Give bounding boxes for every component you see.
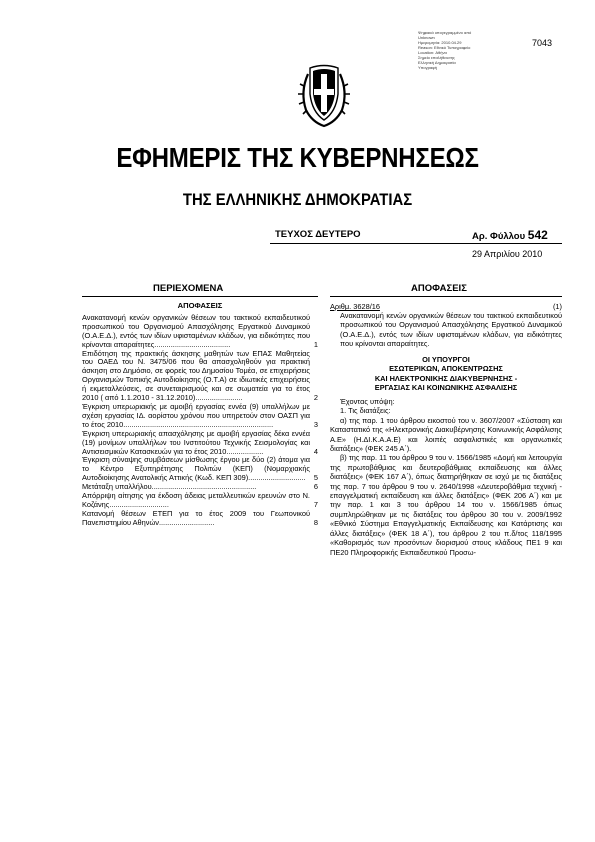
toc-entry-text: Απόρριψη αίτησης για έκδοση άδειας μεταλλευτικών ερευνών στο Ν. Κοζάνης............................. [82, 491, 310, 509]
toc-entry-text: Μετάταξη υπαλλήλου................................................... [82, 482, 257, 492]
issue-date: 29 Απριλίου 2010 [472, 249, 543, 259]
contents-rule [82, 296, 318, 297]
signature-line: Ημερομηνία: 2010.04.29 [418, 40, 462, 45]
toc-entry-text: Έγκριση υπερωριακής απασχόλησης με αμοιβή εργασίας δέκα εννέα (19) μονίμων υπαλλήλων του Ινστιτούτου Τεχνικής Σεισμολογίας και Αντισεισμικών Κατασκευών για το έτος 2010.................. [82, 428, 310, 456]
sheet-number-value: 542 [527, 228, 548, 242]
greek-coat-of-arms-icon [296, 64, 352, 130]
toc-entry[interactable] [82, 403, 318, 430]
signature-line: Ψηφιακά υπογεγραμμένο από [418, 30, 472, 35]
toc-entry-page: 2 [313, 393, 318, 403]
toc-entry-text: Επιδότηση της πρακτικής άσκησης μαθητών των ΕΠΑΣ Μαθητείας του ΟΑΕΔ του Ν. 3475/06 που θα απασχοληθούν για πρακτική άσκηση στο Δημόσιο, σε φορείς του Δημοσίου Τομέα, σε επιχειρήσεις Οργανισμών Τοπικής Αυτοδιοίκησης (Ο.Τ.Α) σε ιδιωτικές επιχειρήσεις ή εκμεταλλεύσεις, σε συνεταιρισμούς και σε σωματεία για το έτος 2010 ( από 1.1.2010 - 31.12.2010)....................... [82, 348, 310, 403]
decisions-rule [330, 296, 562, 297]
header-rule [270, 243, 562, 244]
digital-signature-block [418, 30, 478, 70]
decisions-column [330, 302, 562, 557]
toc-entry[interactable] [82, 456, 318, 483]
signature-line: Location: Αθήνα [418, 50, 447, 55]
toc-entry-page: 1 [313, 339, 318, 349]
decisions-heading: ΑΠΟΦΑΣΕΙΣ [411, 283, 467, 294]
toc-entry-page: 5 [313, 473, 318, 483]
sheet-label: Αρ. Φύλλου [472, 231, 528, 242]
toc-entry-text: Έγκριση σύναψης συμβάσεων μίσθωσης έργου με δύο (2) άτομα για το Κέντρο Εξυπηρέτησης Πολιτών (ΚΕΠ) (Νομαρχιακής Αυτοδιοίκησης Ανατολικής Αττικής (Κωδ. ΚΕΠ 309)............................ [82, 455, 310, 483]
signature-line: Σημείο επαλήθευσης [418, 55, 455, 60]
ministry-line: ΕΣΩΤΕΡΙΚΩΝ, ΑΠΟΚΕΝΤΡΩΣΗΣ [389, 364, 503, 374]
gazette-subtitle: ΤΗΣ ΕΛΛΗΝΙΚΗΣ ΔΗΜΟΚΡΑΤΙΑΣ [182, 191, 413, 209]
toc-entry-page: 6 [313, 482, 318, 492]
toc-entry-page: 8 [313, 517, 318, 527]
toc-entry[interactable] [82, 314, 318, 350]
signature-line: Reason: Εθνικό Τυπογραφείο [418, 45, 471, 50]
body-paragraph: Έχοντας υπόψη: [340, 397, 395, 406]
sheet-number [472, 228, 548, 242]
issue-type: ΤΕΥΧΟΣ ΔΕΥΤΕΡΟ [275, 229, 361, 240]
signature-line: Unknown [418, 35, 435, 40]
decision-intro: Ανακατανομή κενών οργανικών θέσεων του τακτικού εκπαιδευτικού προσωπικού του Οργανισμού Απασχόλησης Εργατικού Δυναμικού (Ο.Α.Ε.Δ.), εντός των ιδίων υφισταμένων κλάδων, για ειδικότητες που κρίνονται απαραίτητες. [340, 311, 562, 349]
contents-subheading: ΑΠΟΦΑΣΕΙΣ [177, 301, 223, 310]
decision-number: (1) [552, 302, 562, 311]
toc-entry-page: 7 [313, 499, 318, 509]
toc-entry-page: 4 [313, 446, 318, 456]
body-paragraph: α) της παρ. 1 του άρθρου εικοστού του ν. 3607/2007 «Σύσταση και Καταστατικό της «Ηλεκτρονικής Διακυβέρνησης Κοινωνικής Ασφάλισης Α.Ε» (Η.ΔΙ.Κ.Α.Α.Ε) και λοιπές ασφαλιστικές και οργανωτικές διατάξεις» (ΦΕΚ 245 Α΄). [330, 415, 562, 454]
toc-entry[interactable] [82, 492, 318, 510]
toc-entry[interactable] [82, 430, 318, 457]
page-number: 7043 [532, 38, 553, 48]
contents-heading: ΠΕΡΙΕΧΟΜΕΝΑ [153, 283, 224, 294]
ministry-line: ΕΡΓΑΣΙΑΣ ΚΑΙ ΚΟΙΝΩΝΙΚΗΣ ΑΣΦΑΛΙΣΗΣ [374, 383, 518, 393]
signature-line: Υπογραφή [418, 65, 438, 70]
ministry-heading [330, 355, 562, 393]
toc-entry-page: 3 [313, 419, 318, 429]
gazette-title: ΕΦΗΜΕΡΙΣ ΤΗΣ ΚΥΒΕΡΝΗΣΕΩΣ [116, 142, 479, 173]
toc-entry-text: Κατανομή θέσεων ΕΤΕΠ για το έτος 2009 του Γεωπονικού Πανεπιστημίου Αθηνών........................... [82, 508, 310, 527]
decision-header [330, 302, 562, 311]
toc-entry-text: Ανακατανομή κενών οργανικών θέσεων του τακτικού εκπαιδευτικού προσωπικού του Οργανισμού Απασχόλησης Εργατικού Δυναμικού (Ο.Α.Ε.Δ.), εντός των ιδίων υφισταμένων κλάδων, για ειδικότητες που κρίνονται απαραίτητες..................................... [82, 312, 310, 349]
toc-entry[interactable] [82, 510, 318, 528]
ministry-line: ΚΑΙ ΗΛΕΚΤΡΟΝΙΚΗΣ ΔΙΑΚΥΒΕΡΝΗΣΗΣ - [374, 373, 518, 383]
toc-entry[interactable] [82, 350, 318, 403]
ministry-line: ΟΙ ΥΠΟΥΡΓΟΙ [422, 354, 470, 364]
body-paragraph: 1. Τις διατάξεις: [340, 406, 391, 416]
body-paragraph: β) της παρ. 11 του άρθρου 9 του ν. 1566/1985 «Δομή και λειτουργία της πρωτοβάθμιας και δευτεροβάθμιας εκπαίδευσης και άλλες διατάξεις» (ΦΕΚ 167 Α΄), όπως διατηρήθηκαν σε ισχύ με τις διατάξεις της παρ. 7 του άρθρου 9 του ν. 2640/1998 «Δευτεροβάθμια τεχνική - επαγγελματική εκπαίδευση και άλλες διατάξεις» (ΦΕΚ 206 Α΄) και με την παρ. 1 και 3 του άρθρου 14 του ν. 1566/1985 όπως συμπληρώθηκαν με τις διατάξεις του άρθρου 30 του ν. 2009/1992 «Εθνικό Σύστημα Επαγγελματικής Εκπαίδευσης και Κατάρτισης και άλλες διατάξεις» (ΦΕΚ 18 Α΄), του άρθρου 2 του π.δ/τος 118/1995 «Καθορισμός των προσόντων διορισμού στους κλάδους ΠΕ1 9 και ΠΕ20 Πληροφορικής Εκπαιδευτικού Προσω- [330, 453, 562, 557]
signature-line: Ελληνική Δημοκρατία [418, 60, 456, 65]
table-of-contents [82, 302, 318, 528]
toc-entry-text: Έγκριση υπερωριακής με αμοιβή εργασίας εννέα (9) υπαλλήλων με σχέση εργασίας ΙΔ. αορίστου χρόνου που υπηρετούν στον ΟΑΣΠ για το έτος 2010......................................................................... [82, 401, 310, 429]
decision-reference: Αριθμ. 3628/16 [330, 302, 380, 311]
